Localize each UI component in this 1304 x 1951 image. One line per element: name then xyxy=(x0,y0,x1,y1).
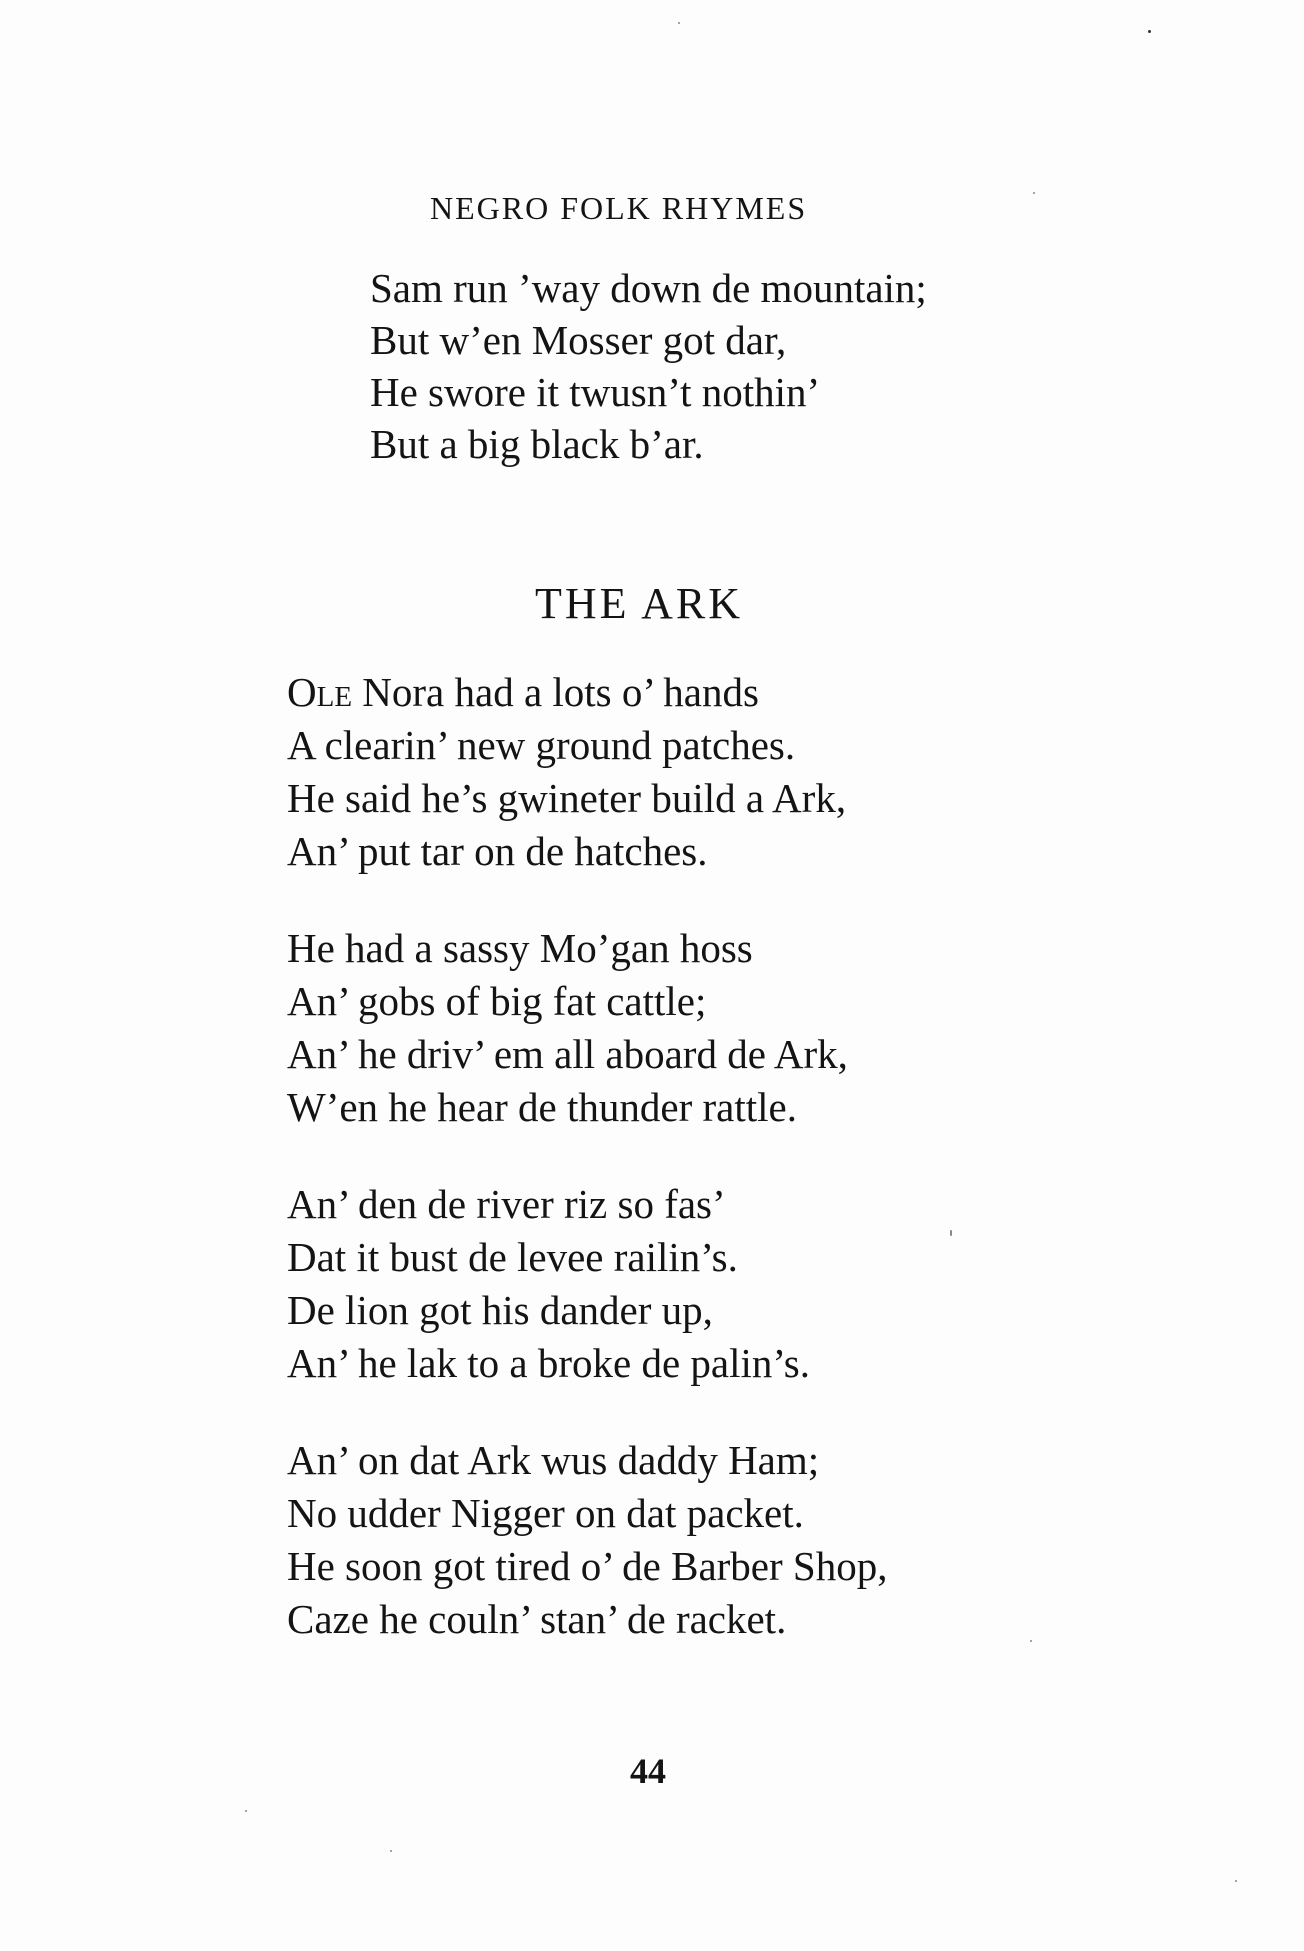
verse-line-first xyxy=(287,669,759,715)
verse-line: He said he’s gwineter build a Ark, xyxy=(287,775,847,821)
verse-line: An’ he lak to a broke de palin’s. xyxy=(287,1340,810,1386)
scan-speck xyxy=(390,1850,392,1852)
verse-line: An’ gobs of big fat cattle; xyxy=(287,978,707,1024)
verse-line: But w’en Mosser got dar, xyxy=(370,317,787,363)
verse-line: But a big black b’ar. xyxy=(370,421,704,467)
verse-line: An’ he driv’ em all aboard de Ark, xyxy=(287,1031,848,1077)
verse-line: He swore it twusn’t nothin’ xyxy=(370,369,821,415)
scan-speck xyxy=(1033,192,1035,194)
scan-speck xyxy=(245,1810,247,1812)
verse-line: An’ on dat Ark wus daddy Ham; xyxy=(287,1437,820,1483)
verse-line: Sam run ’way down de mountain; xyxy=(370,265,927,311)
verse-line: W’en he hear de thunder rattle. xyxy=(287,1084,797,1130)
scan-speck xyxy=(1030,1640,1032,1642)
verse-line: Caze he couln’ stan’ de racket. xyxy=(287,1596,787,1642)
verse-line: He soon got tired o’ de Barber Shop, xyxy=(287,1543,888,1589)
initial-word: Ole xyxy=(287,669,353,715)
verse-line: De lion got his dander up, xyxy=(287,1287,713,1333)
first-line-rest: Nora had a lots o’ hands xyxy=(352,669,759,715)
scan-speck xyxy=(1235,1880,1237,1882)
verse-line: An’ den de river riz so fas’ xyxy=(287,1181,726,1227)
verse-line: He had a sassy Mo’gan hoss xyxy=(287,925,753,971)
page-number: 44 xyxy=(630,1751,666,1791)
verse-line: Dat it bust de levee railin’s. xyxy=(287,1234,738,1280)
poem-title: THE ARK xyxy=(535,579,743,628)
verse-line: No udder Nigger on dat packet. xyxy=(287,1490,804,1536)
running-head: NEGRO FOLK RHYMES xyxy=(430,190,808,226)
scan-speck xyxy=(678,22,680,24)
scan-speck xyxy=(950,1230,952,1236)
verse-line: A clearin’ new ground patches. xyxy=(287,722,796,768)
verse-line: An’ put tar on de hatches. xyxy=(287,828,708,874)
scan-speck xyxy=(1148,30,1151,33)
